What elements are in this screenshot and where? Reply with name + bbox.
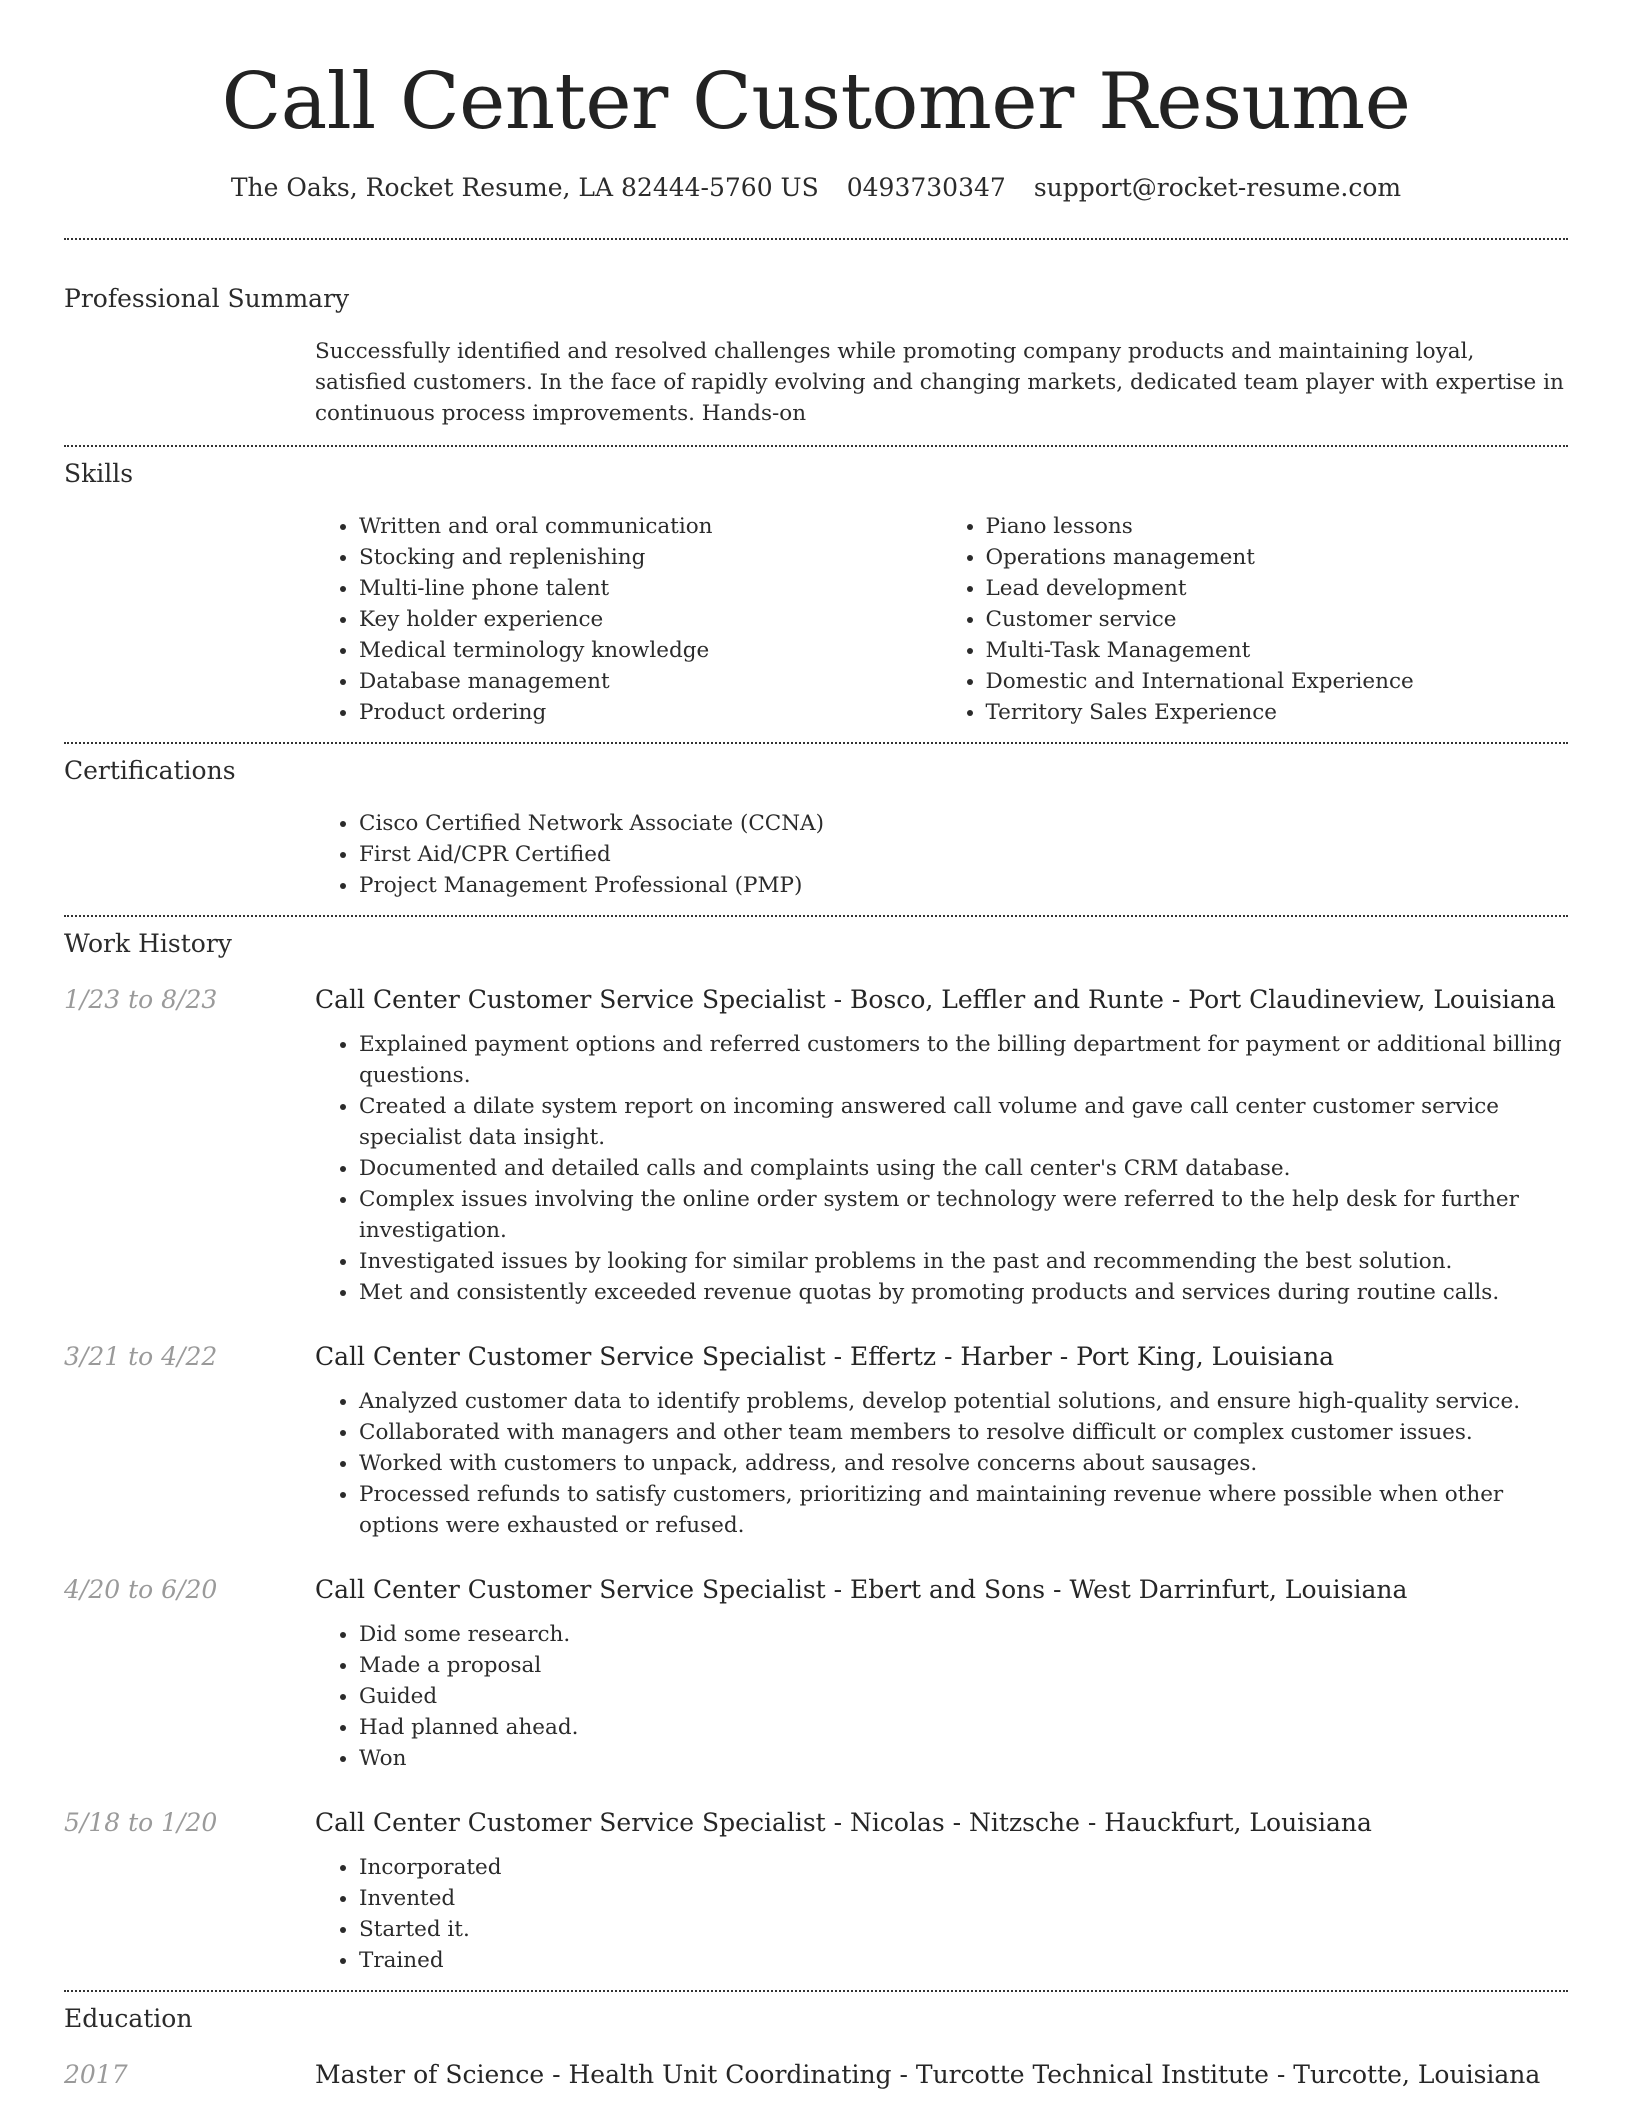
contact-line bbox=[0, 172, 1632, 204]
job-title: Call Center Customer Service Specialist - Ebert and Sons - West Darrinfurt, Louisiana bbox=[315, 1575, 1408, 1604]
skill-item: • Database management bbox=[359, 666, 942, 697]
skill-item: • Multi-line phone talent bbox=[359, 573, 942, 604]
job-bullets bbox=[315, 1852, 1568, 1976]
skills-columns bbox=[315, 511, 1568, 742]
education-heading: Education bbox=[64, 2004, 193, 2033]
job-bullet: • Documented and detailed calls and complaints using the call center's CRM database. bbox=[359, 1153, 1568, 1184]
skill-item: • Multi-Task Management bbox=[986, 635, 1569, 666]
job-entry bbox=[64, 983, 1568, 1308]
summary-text: Successfully identified and resolved challenges while promoting company products and maintaining loyal, satisfied customers. In the face of rapidly evolving and changing markets, dedicated team player with expertise in continuous process improvements. Hands-on bbox=[315, 339, 1564, 426]
work-history-section bbox=[0, 917, 1632, 1990]
job-bullet: • Did some research. bbox=[359, 1619, 1568, 1650]
job-bullet-list bbox=[315, 1619, 1568, 1774]
job-bullet: • Investigated issues by looking for similar problems in the past and recommending the best solution. bbox=[359, 1246, 1568, 1277]
job-bullet: • Complex issues involving the online order system or technology were referred to the help desk for further investigation. bbox=[359, 1184, 1568, 1246]
skills-list-left bbox=[315, 511, 942, 728]
job-bullet: • Collaborated with managers and other team members to resolve difficult or complex customer issues. bbox=[359, 1417, 1568, 1448]
education-dates: 2017 bbox=[64, 2060, 128, 2089]
contact-phone: 0493730347 bbox=[846, 173, 1006, 202]
job-dates: 1/23 to 8/23 bbox=[64, 985, 218, 1014]
job-bullet: • Had planned ahead. bbox=[359, 1712, 1568, 1743]
job-bullet: • Met and consistently exceeded revenue quotas by promoting products and services during routine calls. bbox=[359, 1277, 1568, 1308]
job-bullets bbox=[315, 1619, 1568, 1774]
job-entry bbox=[64, 1806, 1568, 1990]
job-bullet-list bbox=[315, 1029, 1568, 1308]
job-bullet: • Created a dilate system report on incoming answered call volume and gave call center customer service specialist data insight. bbox=[359, 1091, 1568, 1153]
job-dates: 5/18 to 1/20 bbox=[64, 1808, 218, 1837]
resume-name: Call Center Customer Resume bbox=[221, 57, 1411, 147]
certifications-section bbox=[0, 744, 1632, 915]
job-bullet: • Incorporated bbox=[359, 1852, 1568, 1883]
certification-item: • First Aid/CPR Certified bbox=[359, 839, 1568, 870]
summary-section bbox=[0, 240, 1632, 445]
skill-item: • Written and oral communication bbox=[359, 511, 942, 542]
job-bullet-list bbox=[315, 1852, 1568, 1976]
certifications-list bbox=[315, 808, 1568, 901]
summary-heading: Professional Summary bbox=[64, 284, 350, 313]
job-bullet: • Started it. bbox=[359, 1914, 1568, 1945]
job-bullets bbox=[315, 1029, 1568, 1308]
certification-item: • Project Management Professional (PMP) bbox=[359, 870, 1568, 901]
job-bullet: • Analyzed customer data to identify problems, develop potential solutions, and ensure high-quality service. bbox=[359, 1386, 1568, 1417]
skill-item: • Territory Sales Experience bbox=[986, 697, 1569, 728]
job-bullet: • Explained payment options and referred customers to the billing department for payment or additional billing questions. bbox=[359, 1029, 1568, 1091]
job-dates: 3/21 to 4/22 bbox=[64, 1342, 218, 1371]
skill-item: • Stocking and replenishing bbox=[359, 542, 942, 573]
skill-item: • Key holder experience bbox=[359, 604, 942, 635]
certifications-heading: Certifications bbox=[64, 756, 236, 785]
certification-item: • Cisco Certified Network Associate (CCNA) bbox=[359, 808, 1568, 839]
skill-item: • Piano lessons bbox=[986, 511, 1569, 542]
education-entry bbox=[64, 2058, 1568, 2092]
job-entry bbox=[64, 1340, 1568, 1541]
skills-heading: Skills bbox=[64, 459, 134, 488]
job-bullet: • Worked with customers to unpack, address, and resolve concerns about sausages. bbox=[359, 1448, 1568, 1479]
job-entry bbox=[64, 1573, 1568, 1774]
certifications-content bbox=[315, 808, 1568, 915]
skill-item: • Lead development bbox=[986, 573, 1569, 604]
job-title: Call Center Customer Service Specialist - Effertz - Harber - Port King, Louisiana bbox=[315, 1342, 1335, 1371]
skill-item: • Medical terminology knowledge bbox=[359, 635, 942, 666]
work-history-heading: Work History bbox=[64, 929, 232, 958]
skills-list-right bbox=[942, 511, 1569, 728]
skill-item: • Product ordering bbox=[359, 697, 942, 728]
skill-item: • Customer service bbox=[986, 604, 1569, 635]
job-bullets bbox=[315, 1386, 1568, 1541]
job-title: Call Center Customer Service Specialist - Bosco, Leffler and Runte - Port Claudineview, Louisiana bbox=[315, 985, 1556, 1014]
contact-address: The Oaks, Rocket Resume, LA 82444-5760 US bbox=[230, 173, 819, 202]
job-bullet: • Made a proposal bbox=[359, 1650, 1568, 1681]
skills-section bbox=[0, 447, 1632, 742]
job-bullet: • Won bbox=[359, 1743, 1568, 1774]
job-bullet: • Invented bbox=[359, 1883, 1568, 1914]
skill-item: • Operations management bbox=[986, 542, 1569, 573]
job-bullet-list bbox=[315, 1386, 1568, 1541]
job-bullet: • Trained bbox=[359, 1945, 1568, 1976]
job-bullet: • Processed refunds to satisfy customers, prioritizing and maintaining revenue where possible when other options were exhausted or refused. bbox=[359, 1479, 1568, 1541]
job-title: Call Center Customer Service Specialist - Nicolas - Nitzsche - Hauckfurt, Louisiana bbox=[315, 1808, 1372, 1837]
education-degree: Master of Science - Health Unit Coordinating - Turcotte Technical Institute - Turcotte, Louisiana bbox=[315, 2060, 1541, 2089]
job-dates: 4/20 to 6/20 bbox=[64, 1575, 218, 1604]
education-section bbox=[0, 1992, 1632, 2092]
skill-item: • Domestic and International Experience bbox=[986, 666, 1569, 697]
contact-email: support@rocket-resume.com bbox=[1033, 173, 1402, 202]
job-bullet: • Guided bbox=[359, 1681, 1568, 1712]
